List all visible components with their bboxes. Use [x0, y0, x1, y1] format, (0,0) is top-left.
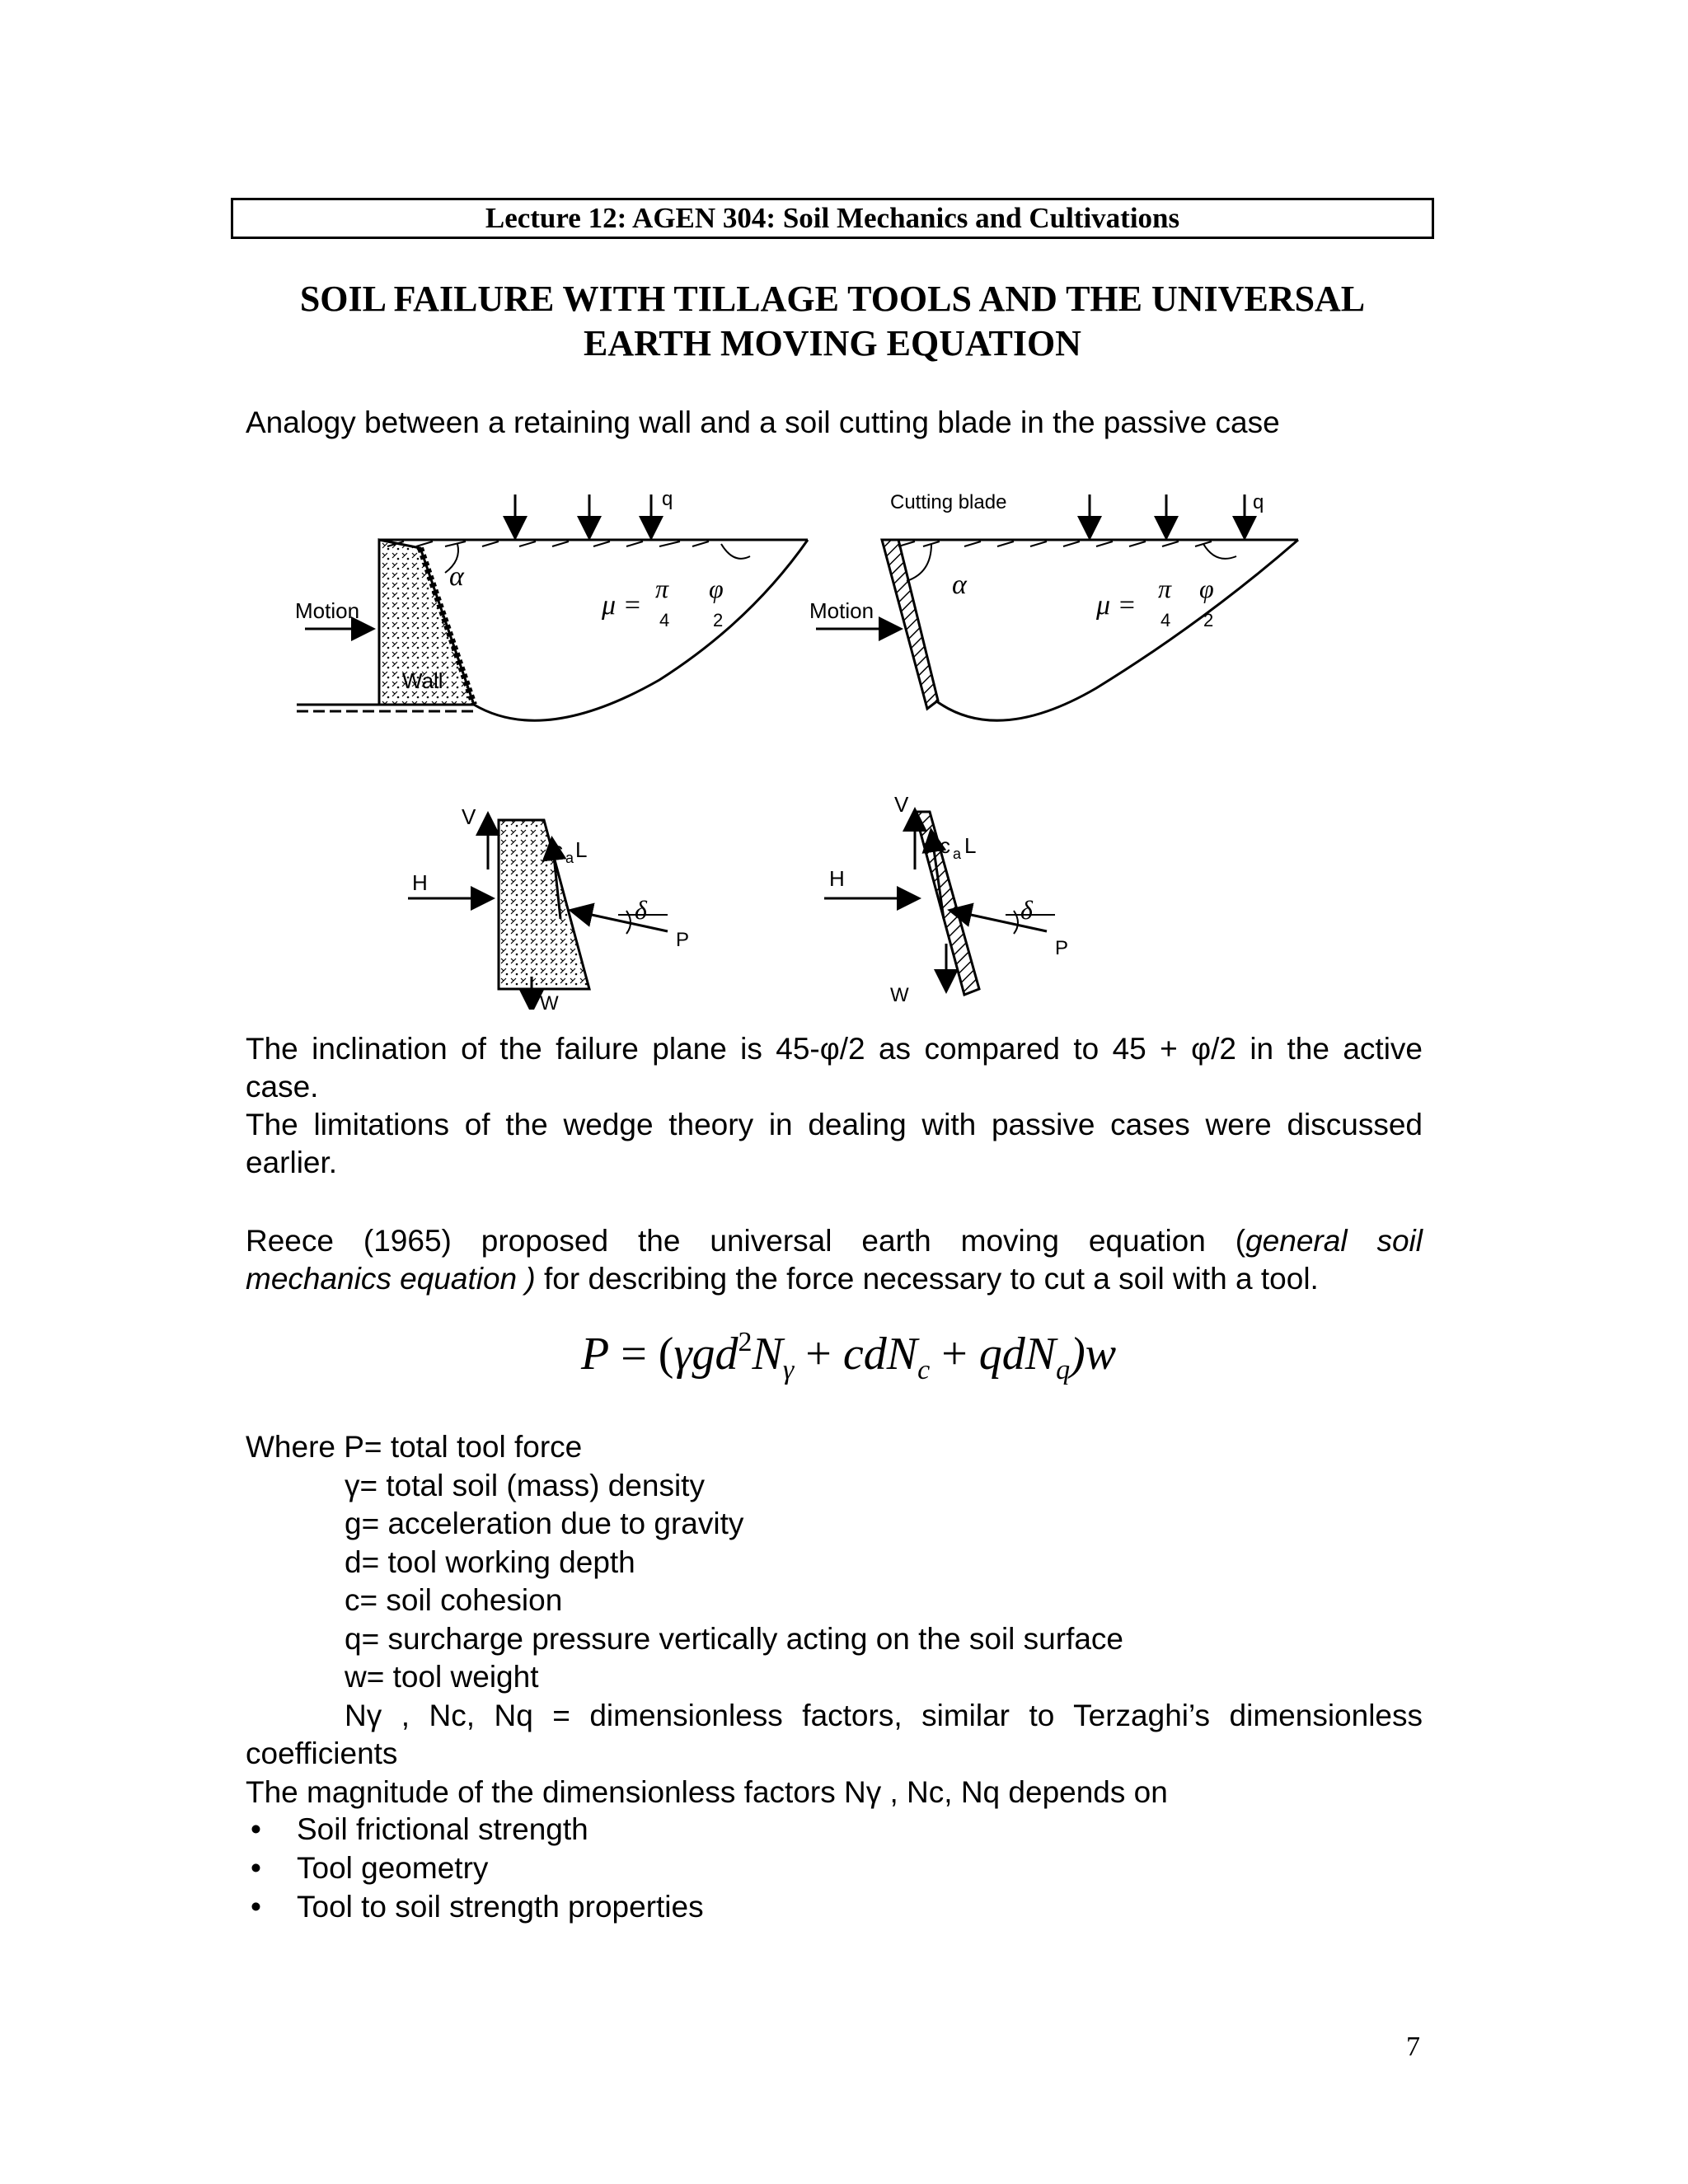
- mu-label-right: μ =: [1096, 590, 1137, 621]
- paragraph1-line2: case.: [246, 1070, 319, 1104]
- failure-plane-paragraph: [246, 1030, 1423, 1182]
- definition-q: q= surcharge pressure vertically acting on the soil surface: [345, 1621, 1123, 1656]
- bullet-text: Tool geometry: [297, 1851, 489, 1885]
- mu-label-left: μ =: [602, 590, 642, 621]
- four-label-right: 4: [1160, 610, 1171, 630]
- ca-label-right: c: [940, 833, 950, 858]
- eq-plus-1: +: [794, 1329, 843, 1380]
- motion-label-right: Motion: [809, 598, 874, 623]
- paragraph2-line1-italic: general soil: [1245, 1224, 1423, 1258]
- page-number: 7: [1406, 2032, 1420, 2062]
- variable-definitions: [246, 1428, 1423, 1811]
- intro-text: Analogy between a retaining wall and a soil cutting blade in the passive case: [246, 405, 1280, 439]
- alpha-label-left: α: [449, 561, 464, 592]
- bullet-glyph: •: [251, 1851, 261, 1885]
- eq-N-gamma: N: [752, 1329, 783, 1380]
- eq-cdNc: cdN: [842, 1329, 918, 1380]
- definition-gamma: γ= total soil (mass) density: [345, 1468, 705, 1502]
- bullet-text: Tool to soil strength properties: [297, 1890, 704, 1924]
- definition-g: g= acceleration due to gravity: [345, 1507, 744, 1540]
- paragraph1-line3: The limitations of the wedge theory in dealing with passive cases were discussed: [246, 1108, 1423, 1141]
- eq-gamma-g-d: γgd: [673, 1329, 738, 1380]
- bullet-glyph: •: [251, 1812, 261, 1846]
- paragraph2-line1: [246, 1222, 1423, 1260]
- blade-force-diagram: [824, 792, 1068, 1006]
- magnitude-sentence: The magnitude of the dimensionless factors Nγ , Nc, Nq depends on: [246, 1774, 1168, 1809]
- dependency-list: [246, 1810, 704, 1926]
- definition-factors-cont: coefficients: [246, 1736, 398, 1770]
- eq-qdNq: qdN: [978, 1329, 1057, 1380]
- cutting-blade-label: Cutting blade: [890, 491, 1007, 513]
- paragraph1-line4: earlier.: [246, 1146, 338, 1179]
- h-label-right: H: [829, 866, 845, 891]
- eq-P: P: [581, 1329, 610, 1380]
- eq-close-w: )w: [1070, 1329, 1117, 1380]
- eq-sub-c: c: [917, 1355, 931, 1385]
- eq-plus-2: +: [930, 1329, 979, 1380]
- list-item: [246, 1849, 704, 1887]
- universal-earth-moving-equation: [581, 1327, 1116, 1386]
- four-label-left: 4: [659, 610, 670, 630]
- a-sub-label-left: a: [565, 850, 574, 866]
- p-label-right: P: [1055, 937, 1069, 959]
- eq-sub-q: q: [1056, 1355, 1071, 1385]
- pi-label-left: π: [655, 574, 669, 603]
- paragraph2-line2: [246, 1260, 1423, 1298]
- list-item: [246, 1887, 704, 1926]
- q-label-right: q: [1253, 491, 1264, 513]
- eq-equals: = (: [609, 1329, 674, 1380]
- l-label-left: L: [575, 837, 588, 862]
- a-sub-label-right: a: [953, 846, 962, 862]
- cutting-blade-diagram: [809, 491, 1298, 720]
- delta-label-right: δ: [1020, 895, 1033, 925]
- definition-where: Where P= total tool force: [246, 1430, 583, 1464]
- delta-label-left: δ: [635, 895, 647, 925]
- p-label-left: P: [676, 929, 690, 951]
- l-label-right: L: [964, 833, 977, 858]
- eq-sub-gamma: γ: [782, 1355, 795, 1385]
- two-label-right: 2: [1203, 610, 1214, 630]
- retaining-wall-diagram: [295, 488, 808, 720]
- eq-square: 2: [738, 1327, 753, 1357]
- h-label-left: H: [412, 870, 428, 895]
- page-title: [231, 277, 1434, 366]
- ca-label-left: c: [552, 837, 563, 862]
- q-label-left: q: [662, 488, 673, 510]
- two-label-left: 2: [713, 610, 724, 630]
- paragraph2-line2-italic: mechanics equation ): [246, 1262, 536, 1296]
- w-label-left: W: [540, 992, 559, 1010]
- definition-w: w= tool weight: [345, 1660, 539, 1694]
- pi-label-right: π: [1158, 574, 1172, 603]
- title-line-2: EARTH MOVING EQUATION: [584, 323, 1081, 363]
- w-label-right: W: [890, 984, 909, 1006]
- alpha-label-right: α: [952, 569, 967, 600]
- phi-label-left: φ: [709, 574, 724, 603]
- title-line-1: SOIL FAILURE WITH TILLAGE TOOLS AND THE UNIVERSAL: [299, 279, 1366, 319]
- reece-paragraph: [246, 1222, 1423, 1298]
- definition-d: d= tool working depth: [345, 1544, 635, 1579]
- retaining-wall-cutting-blade-figure: [272, 482, 1343, 1010]
- wall-label: Wall: [402, 668, 443, 693]
- bullet-text: Soil frictional strength: [297, 1812, 588, 1846]
- v-label-left: V: [462, 804, 476, 829]
- motion-label-left: Motion: [295, 598, 360, 623]
- definition-c: c= soil cohesion: [345, 1583, 563, 1617]
- phi-label-right: φ: [1199, 574, 1214, 603]
- paragraph2-line1-text: Reece (1965) proposed the universal earth moving equation (: [246, 1224, 1246, 1258]
- lecture-header-text: Lecture 12: AGEN 304: Soil Mechanics and Cultivations: [485, 202, 1180, 234]
- wall-force-diagram: [408, 804, 689, 1010]
- paragraph1-line1: The inclination of the failure plane is 45-φ/2 as compared to 45 + φ/2 in the active: [246, 1032, 1423, 1066]
- lecture-header: [231, 198, 1434, 239]
- paragraph2-line2-text: for describing the force necessary to cut a soil with a tool.: [535, 1262, 1319, 1296]
- v-label-right: V: [894, 792, 909, 817]
- list-item: [246, 1810, 704, 1849]
- bullet-glyph: •: [251, 1890, 261, 1924]
- definition-factors: Nγ , Nc, Nq = dimensionless factors, similar to Terzaghi’s dimensionless: [345, 1698, 1423, 1732]
